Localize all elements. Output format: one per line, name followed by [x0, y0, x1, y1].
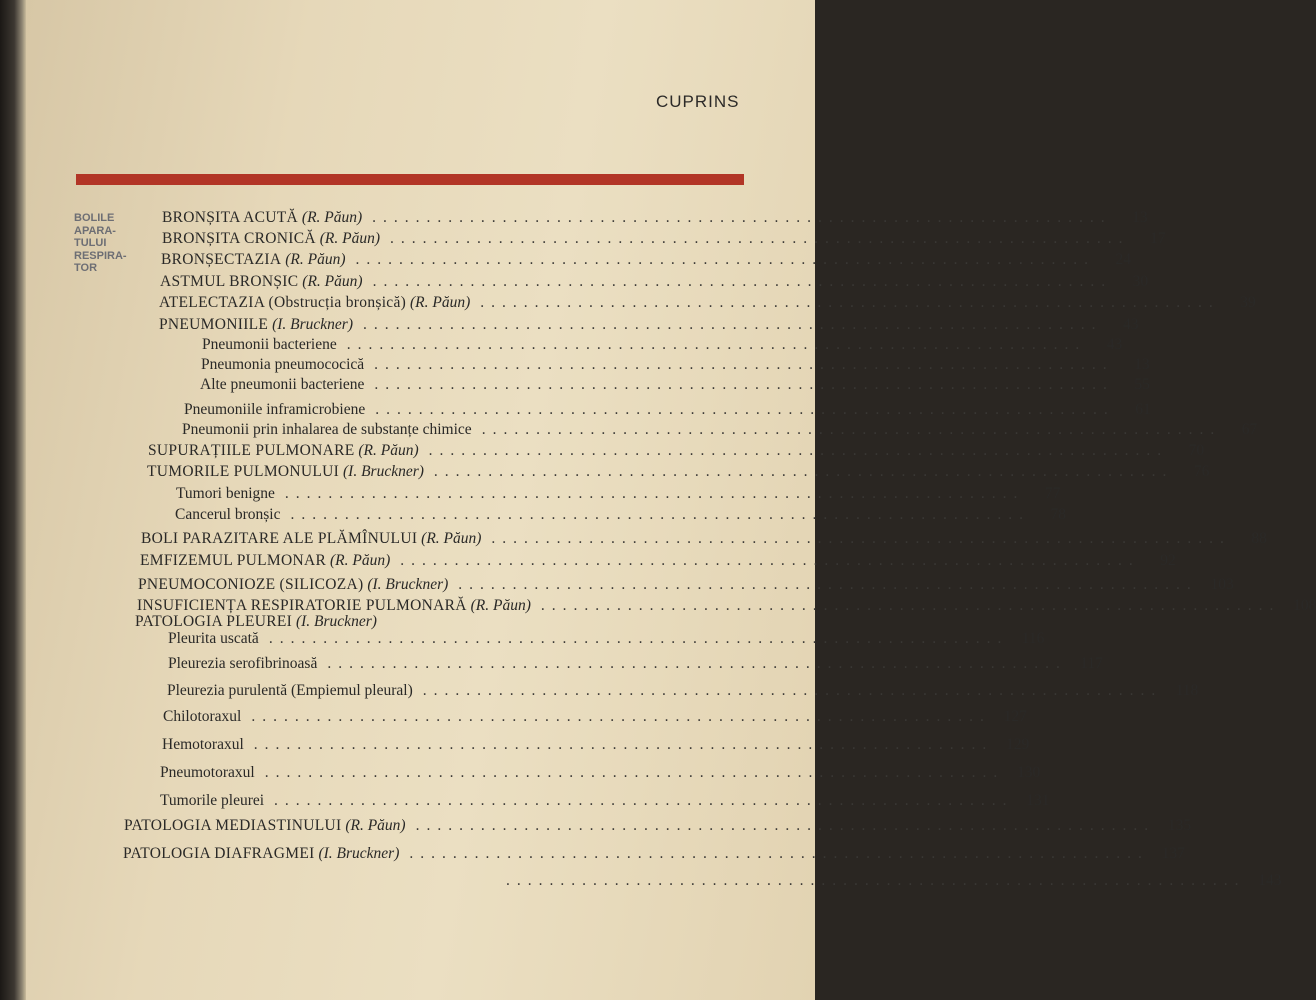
dot-leader: .................................................................... — [355, 251, 1095, 268]
dot-leader: .................................................................... — [327, 655, 1067, 672]
entry-title: BRONȘITA ACUTĂ — [162, 209, 299, 226]
entry-page-number: 13 — [1132, 209, 1148, 226]
entry-title: Pleurezia serofibrinoasă — [168, 655, 318, 672]
entry-page-number: 43 — [1123, 316, 1139, 333]
entry-page-number: 137 — [1161, 845, 1185, 862]
dot-leader: .................................................................... — [268, 630, 1009, 647]
dot-leader: .................................................................... — [363, 316, 1103, 333]
entry-page-number: 135 — [1167, 817, 1192, 834]
entry-author: (I. Bruckner) — [295, 613, 377, 630]
toc-entry — [167, 682, 1199, 700]
entry-title: PATOLOGIA PLEUREI — [135, 613, 293, 630]
entry-author: (R. Păun) — [319, 230, 380, 247]
entry-title: Pneumotoraxul — [160, 764, 255, 781]
entry-title: INSUFICIENȚA RESPIRATORIE PULMONARĂ — [137, 597, 467, 614]
toc-entry — [138, 576, 1234, 594]
entry-page-number: 92 — [1160, 552, 1176, 569]
section-label-line: APARA- — [74, 224, 116, 237]
entry-author: (R. Păun) — [358, 442, 419, 459]
dot-leader: .................................................................... — [409, 845, 1149, 862]
entry-page-number: 61 — [1135, 401, 1151, 418]
book-spine-shadow — [0, 0, 26, 1000]
toc-entry — [162, 230, 1166, 248]
entry-title: SUPURAȚIILE PULMONARE — [148, 442, 355, 459]
dot-leader: .................................................................... — [372, 209, 1112, 226]
toc-entry — [161, 251, 1131, 269]
entry-author: (R. Păun) — [345, 817, 406, 834]
toc-entry — [160, 764, 1041, 782]
entry-title: PNEUMOCONIOZE (SILICOZA) — [138, 576, 364, 593]
entry-title: ATELECTAZIA (Obstrucția bronșică) — [159, 294, 407, 311]
toc-entry — [200, 376, 1150, 394]
dot-leader: .................................................................... — [422, 682, 1163, 699]
entry-author: (R. Păun) — [410, 294, 471, 311]
entry-title: PATOLOGIA DIAFRAGMEI — [123, 845, 315, 862]
dot-leader: .................................................................... — [433, 463, 1174, 480]
toc-entry — [162, 209, 1148, 227]
toc-entry — [202, 336, 1123, 354]
dot-leader: .................................................................... — [374, 356, 1114, 373]
entry-page-number: 43 — [1106, 336, 1123, 353]
entry-title: Tumorile pleurei — [160, 792, 265, 809]
entry-page-number: 77 — [1044, 485, 1061, 502]
entry-title: Alte pneumonii bacteriene — [200, 376, 365, 393]
dot-leader: .................................................................... — [251, 708, 991, 725]
entry-title: BRONȘECTAZIA — [161, 251, 282, 268]
entry-author: (R. Păun) — [301, 209, 363, 226]
entry-title: Hemotoraxul — [162, 736, 244, 753]
entry-title: Tumori benigne — [176, 485, 275, 502]
entry-page-number: 88 — [1251, 530, 1267, 547]
toc-entry — [159, 294, 1256, 312]
entry-author: (I. Bruckner) — [367, 576, 449, 593]
entry-author: (I. Bruckner) — [343, 463, 424, 480]
toc-entry — [124, 817, 1192, 835]
dot-leader: .................................................................... — [491, 530, 1231, 547]
toc-entry — [182, 421, 1258, 439]
entry-title: TUMORILE PULMONULUI — [147, 463, 340, 480]
dot-leader: .................................................................... — [400, 552, 1140, 569]
entry-page-number: 117 — [1080, 655, 1103, 672]
toc-entry — [168, 655, 1103, 673]
red-divider-rule — [76, 174, 744, 185]
toc-entry — [201, 356, 1150, 374]
entry-author: (I. Bruckner) — [272, 316, 353, 333]
dot-leader: .................................................................... — [290, 506, 1030, 523]
toc-entry — [163, 708, 1027, 726]
entry-title: PATOLOGIA MEDIASTINULUI — [124, 817, 342, 834]
toc-entry — [159, 316, 1139, 334]
toc-entry — [496, 872, 1282, 890]
entry-page-number: 24 — [1115, 251, 1131, 268]
entry-page-number: 131 — [1026, 792, 1050, 809]
entry-title: EMFIZEMUL PULMONAR — [140, 552, 327, 569]
toc-entry — [162, 736, 1030, 754]
entry-title: Pleurezia purulentă (Empiemul pleural) — [167, 682, 413, 699]
dot-leader: .................................................................... — [372, 273, 1113, 290]
page-title: CUPRINS — [656, 92, 740, 111]
entry-page-number: 116 — [1021, 630, 1045, 647]
entry-title: Pneumonii bacteriene — [202, 336, 337, 353]
section-label — [74, 212, 154, 275]
entry-title: BOLI PARAZITARE ALE PLĂMÎNULUI — [141, 530, 418, 547]
entry-page-number: 55 — [1134, 376, 1150, 393]
entry-title: Pneumonii prin inhalarea de substanțe chimice — [182, 421, 472, 438]
toc-entry — [147, 463, 1210, 481]
entry-title: Pneumoniile inframicrobiene — [184, 401, 366, 418]
dot-leader: .................................................................... — [346, 336, 1087, 353]
entry-page-number: 70 — [1188, 442, 1205, 459]
toc-entry — [148, 442, 1205, 460]
toc-entry — [160, 273, 1149, 291]
entry-page-number: 78 — [1050, 506, 1066, 523]
section-label-line: BOLILE — [74, 212, 115, 224]
entry-author: (R. Păun) — [285, 251, 346, 268]
entry-title: ASTMUL BRONȘIC — [160, 273, 299, 290]
dot-leader: .................................................................... — [253, 736, 994, 753]
entry-page-number: 39 — [1240, 294, 1256, 311]
dot-leader: .................................................................... — [428, 442, 1169, 459]
dot-leader: .................................................................... — [375, 401, 1115, 418]
dot-leader: .................................................................... — [264, 764, 1005, 781]
toc-entry — [160, 792, 1050, 810]
entry-title: PNEUMONIILE — [159, 316, 269, 333]
entry-author: (R. Păun) — [421, 530, 482, 547]
entry-title: Pleurita uscată — [168, 630, 259, 647]
entry-page-number: 130 — [1016, 764, 1041, 781]
entry-author: (R. Păun) — [329, 552, 391, 569]
toc-entry — [175, 506, 1066, 524]
section-label-line: RESPIRA- — [74, 249, 127, 262]
entry-page-number: 129 — [1006, 736, 1030, 753]
dot-leader: .................................................................... — [506, 872, 1246, 889]
toc-entry — [184, 401, 1151, 419]
entry-page-number: 76 — [1193, 463, 1210, 480]
entry-title: Chilotoraxul — [163, 708, 242, 725]
toc-entry — [176, 485, 1061, 503]
toc-entry — [168, 630, 1045, 648]
section-label-line: TULUI — [74, 237, 107, 250]
dot-leader: .................................................................... — [274, 792, 1014, 809]
dot-leader: .................................................................... — [540, 597, 1281, 614]
entry-page-number: 13 — [1134, 356, 1150, 373]
entry-author: (I. Bruckner) — [318, 845, 400, 862]
entry-page-number: 30 — [1132, 273, 1149, 290]
dot-leader: .................................................................... — [481, 421, 1222, 438]
entry-page-number: 108 — [1293, 597, 1316, 614]
dot-leader: .................................................................... — [415, 817, 1156, 834]
entry-author: (R. Păun) — [302, 273, 363, 290]
entry-page-number: 127 — [1003, 708, 1027, 725]
entry-page-number: 67 — [1241, 421, 1258, 438]
entry-title: BRONȘITA CRONICĂ — [162, 230, 316, 247]
dot-leader: .................................................................... — [389, 230, 1130, 247]
dot-leader: .................................................................... — [480, 294, 1220, 311]
toc-entry — [135, 613, 746, 631]
toc-entry — [141, 530, 1267, 548]
book-page — [26, 0, 1316, 1000]
entry-page-number: 103 — [1210, 576, 1234, 593]
entry-page-number: 17 — [1149, 230, 1166, 247]
dot-leader: .................................................................... — [374, 376, 1114, 393]
toc-entry — [140, 552, 1176, 570]
entry-title: Cancerul bronșic — [175, 506, 281, 523]
dot-leader: .................................................................... — [458, 576, 1198, 593]
dot-leader: .................................................................... — [284, 485, 1025, 502]
entry-page-number: 118 — [1175, 682, 1199, 699]
toc-entry — [123, 845, 1185, 863]
section-label-line: TOR — [74, 262, 98, 275]
entry-author: (R. Păun) — [470, 597, 531, 614]
entry-title: Pneumonia pneumococică — [201, 356, 365, 373]
entry-page-number: 143 — [1258, 872, 1282, 889]
